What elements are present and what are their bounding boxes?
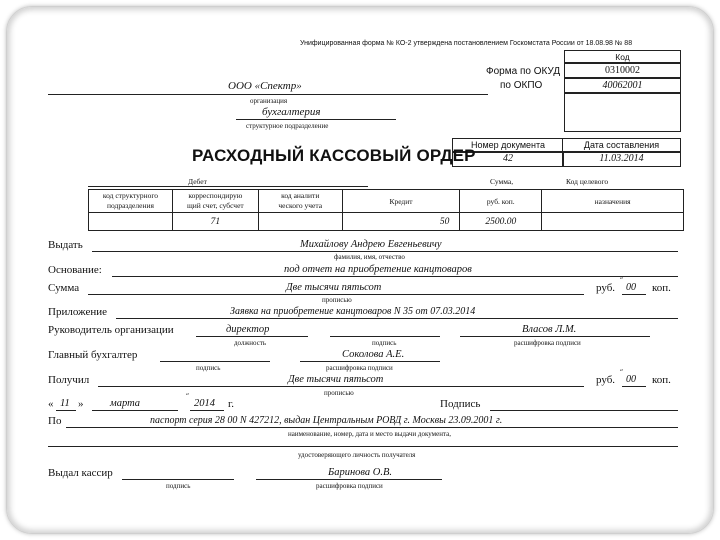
cashier-name-caption: расшифровка подписи	[316, 482, 383, 490]
date-year-suffix: г.	[228, 398, 235, 410]
amount-value: Две тысячи пятьсот	[286, 282, 382, 293]
attachment-label: Приложение	[48, 306, 108, 318]
amount-kop-value: 00	[626, 282, 636, 293]
okpo-value: 40062001	[564, 77, 681, 94]
received-line	[98, 386, 584, 387]
amount-kop: коп.	[652, 282, 671, 294]
col-analytic-header: код аналити ческого учета	[258, 190, 342, 213]
page-title: РАСХОДНЫЙ КАССОВЫЙ ОРДЕР	[192, 146, 476, 165]
debit-label: Дебет	[188, 177, 207, 186]
date-month: марта	[110, 398, 141, 409]
received-tick: ˝	[620, 368, 623, 378]
cashier-name: Баринова О.В.	[328, 467, 393, 478]
received-kop: коп.	[652, 374, 671, 386]
issue-caption: фамилия, имя, отчество	[334, 253, 405, 261]
received-rub: руб.	[596, 374, 616, 386]
head-name-caption: расшифровка подписи	[514, 339, 581, 347]
head-position-line	[196, 336, 308, 337]
amount-label: Сумма	[48, 282, 80, 294]
head-sign-line	[330, 336, 440, 337]
doc-number-value: 42	[452, 151, 564, 167]
cell-sum: 2500.00	[460, 213, 542, 231]
col-credit-header: Кредит	[342, 190, 460, 213]
org-line	[48, 94, 488, 95]
col-account-header: корреспондирую щий счет, субсчет	[172, 190, 258, 213]
head-sign-caption: подпись	[372, 339, 397, 347]
amount-rub: руб.	[596, 282, 616, 294]
attachment-line	[116, 318, 678, 319]
division-name: бухгалтерия	[262, 106, 321, 118]
received-value: Две тысячи пятьсот	[288, 374, 384, 385]
accountant-sign-line	[160, 361, 270, 362]
col-purpose-header: назначения	[542, 190, 684, 213]
division-line	[236, 119, 396, 120]
amount-tick: ˝	[620, 276, 623, 286]
cell-analytic	[258, 213, 342, 231]
received-kop-value: 00	[626, 374, 636, 385]
issue-value: Михайлову Андрею Евгеньевичу	[300, 239, 442, 250]
doc-date-label: Дата составления	[562, 138, 681, 153]
sum-label: Сумма,	[490, 177, 514, 186]
date-year: 2014	[194, 398, 215, 409]
doc-number-label: Номер документа	[452, 138, 564, 153]
head-name-line	[460, 336, 650, 337]
okpo-label: по ОКПО	[500, 80, 543, 91]
doc-date-value: 11.03.2014	[562, 151, 681, 167]
amount-kop-line	[622, 294, 646, 295]
debit-underline	[88, 186, 368, 187]
accountant-sign-caption: подпись	[196, 364, 221, 372]
accountant-label: Главный бухгалтер	[48, 349, 138, 361]
cell-account: 71	[172, 213, 258, 231]
by-caption: наименование, номер, дата и место выдачи документа,	[288, 430, 451, 438]
amount-caption: прописью	[322, 296, 352, 304]
issue-label: Выдать	[48, 239, 83, 251]
okud-label: Форма по ОКУД	[486, 66, 561, 77]
division-caption: структурное подразделение	[246, 122, 329, 130]
date-close-quote: »	[78, 398, 84, 410]
signature-line	[490, 410, 678, 411]
date-day-line	[56, 410, 76, 411]
received-caption: прописью	[324, 389, 354, 397]
date-tick: ˝	[186, 392, 189, 402]
date-open-quote: «	[48, 398, 54, 410]
col-sum-header: руб. коп.	[460, 190, 542, 213]
amount-line	[88, 294, 584, 295]
code-header: Код	[564, 50, 681, 64]
by-label: По	[48, 415, 62, 427]
date-year-line	[190, 410, 224, 411]
cell-purpose	[542, 213, 684, 231]
cell-credit: 50	[342, 213, 460, 231]
code-empty-cell	[564, 92, 681, 132]
by-caption-2: удостоверяющего личность получателя	[298, 451, 416, 459]
okud-value: 0310002	[564, 62, 681, 79]
basis-line	[112, 276, 678, 277]
accounting-table	[88, 189, 684, 231]
head-label: Руководитель организации	[48, 324, 174, 336]
by-value: паспорт серия 28 00 N 427212, выдан Центральным РОВД г. Москвы 23.09.2001 г.	[150, 415, 503, 426]
accountant-name-line	[300, 361, 440, 362]
signature-label: Подпись	[440, 398, 481, 410]
col-division-header: код структурного подразделения	[89, 190, 173, 213]
cell-division	[89, 213, 173, 231]
cashier-name-line	[256, 479, 442, 480]
date-day: 11	[60, 398, 70, 409]
by-line	[66, 427, 678, 428]
attachment-value: Заявка на приобретение канцтоваров N 35 от 07.03.2014	[230, 306, 476, 317]
by-line-2	[48, 446, 678, 447]
received-kop-line	[622, 386, 646, 387]
accountant-name-caption: расшифровка подписи	[326, 364, 393, 372]
purpose-label: Код целевого	[566, 177, 609, 186]
head-name: Власов Л.М.	[522, 324, 577, 335]
received-label: Получил	[48, 374, 90, 386]
basis-label: Основание:	[48, 264, 102, 276]
basis-value: под отчет на приобретение канцтоваров	[284, 264, 472, 275]
head-position: директор	[226, 324, 270, 335]
org-name: ООО «Спектр»	[228, 80, 302, 92]
head-position-caption: должность	[234, 339, 267, 347]
org-caption: организация	[250, 97, 288, 105]
issue-line	[92, 251, 678, 252]
date-month-line	[92, 410, 178, 411]
accountant-name: Соколова А.Е.	[342, 349, 405, 360]
cashier-sign-line	[122, 479, 234, 480]
cashier-sign-caption: подпись	[166, 482, 191, 490]
approval-note: Унифицированная форма № КО-2 утверждена постановлением Госкомстата России от 18.08.98 № 88	[300, 40, 633, 47]
cashier-label: Выдал кассир	[48, 467, 113, 479]
